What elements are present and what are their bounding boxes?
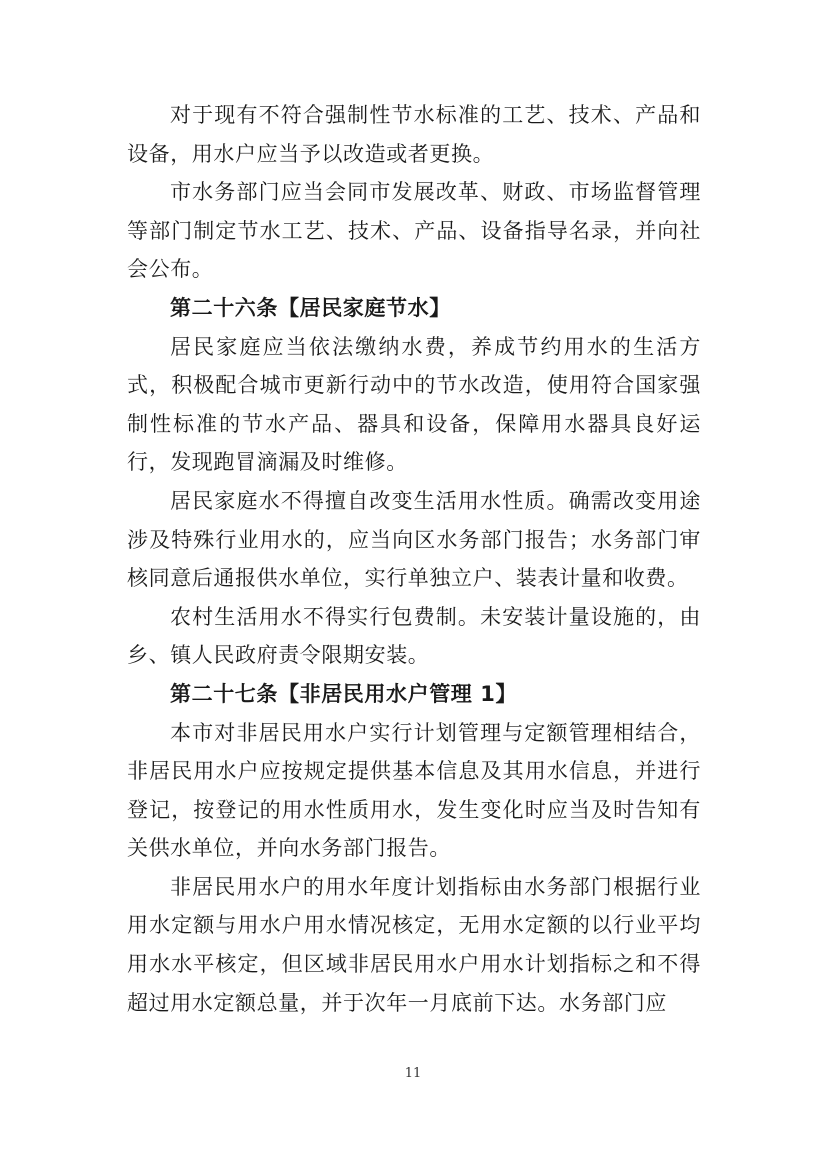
document-body — [127, 96, 701, 1022]
paragraph: 对于现有不符合强制性节水标准的工艺、技术、产品和设备，用水户应当予以改造或者更换。 — [127, 103, 701, 166]
paragraph: 市水务部门应当会同市发展改革、财政、市场监督管理等部门制定节水工艺、技术、产品、设备指导名录，并向社会公布。 — [127, 180, 701, 282]
article-heading: 第二十六条【居民家庭节水】 — [170, 295, 451, 320]
paragraph: 非居民用水户的用水年度计划指标由水务部门根据行业用水定额与用水户用水情况核定，无用水定额的以行业平均用水水平核定，但区域非居民用水户用水计划指标之和不得超过用水定额总量，并于次年一月底前下达。水务部门应 — [127, 874, 701, 1015]
paragraph: 居民家庭应当依法缴纳水费，养成节约用水的生活方式，积极配合城市更新行动中的节水改造，使用符合国家强制性标准的节水产品、器具和设备，保障用水器具良好运行，发现跑冒滴漏及时维修。 — [127, 334, 701, 475]
paragraph: 居民家庭水不得擅自改变生活用水性质。确需改变用途涉及特殊行业用水的，应当向区水务部门报告；水务部门审核同意后通报供水单位，实行单独立户、装表计量和收费。 — [127, 488, 701, 591]
page-number: 11 — [404, 1066, 422, 1081]
article-heading: 第二十七条【非居民用水户管理 1】 — [170, 681, 518, 706]
paragraph: 农村生活用水不得实行包费制。未安装计量设施的，由乡、镇人民政府责令限期安装。 — [127, 604, 701, 668]
paragraph: 本市对非居民用水户实行计划管理与定额管理相结合，非居民用水户应按规定提供基本信息及其用水信息，并进行登记，按登记的用水性质用水，发生变化时应当及时告知有关供水单位，并向水务部门报告。 — [127, 720, 701, 861]
